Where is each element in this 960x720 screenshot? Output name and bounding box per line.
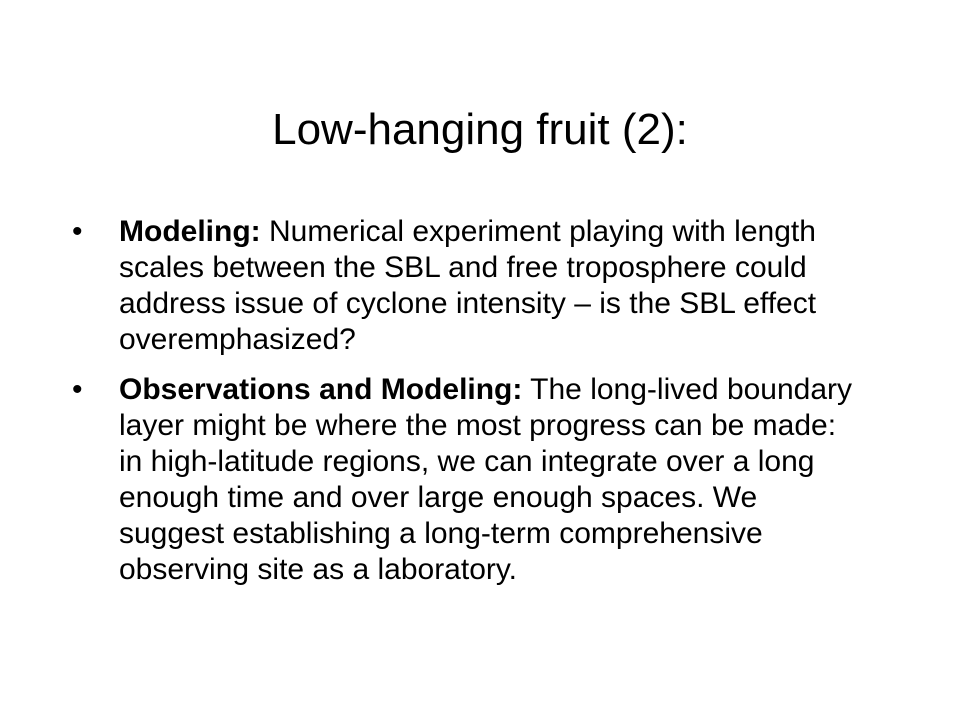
bullet-text: Numerical experiment playing with length scales between the SBL and free troposphere could address issue of cyclone intensity – is the SBL effect overemphasized?: [119, 215, 817, 356]
bullet-lead: Modeling:: [119, 215, 261, 248]
bullet-item-modeling: [72, 214, 862, 358]
slide-title: Low-hanging fruit (2):: [272, 105, 688, 154]
bullet-dot-icon: •: [72, 215, 83, 248]
bullet-text: The long-lived boundary layer might be where the most progress can be made: in high-latitude regions, we can integrate over a long enough time and over large enough spaces. We suggest establishing a long-term comprehensive observing site as a laboratory.: [119, 373, 853, 586]
bullet-item-observations-and-modeling: [72, 372, 862, 588]
bullet-list: [72, 214, 862, 602]
bullet-dot-icon: •: [72, 373, 83, 406]
bullet-lead: Observations and Modeling:: [119, 373, 523, 406]
